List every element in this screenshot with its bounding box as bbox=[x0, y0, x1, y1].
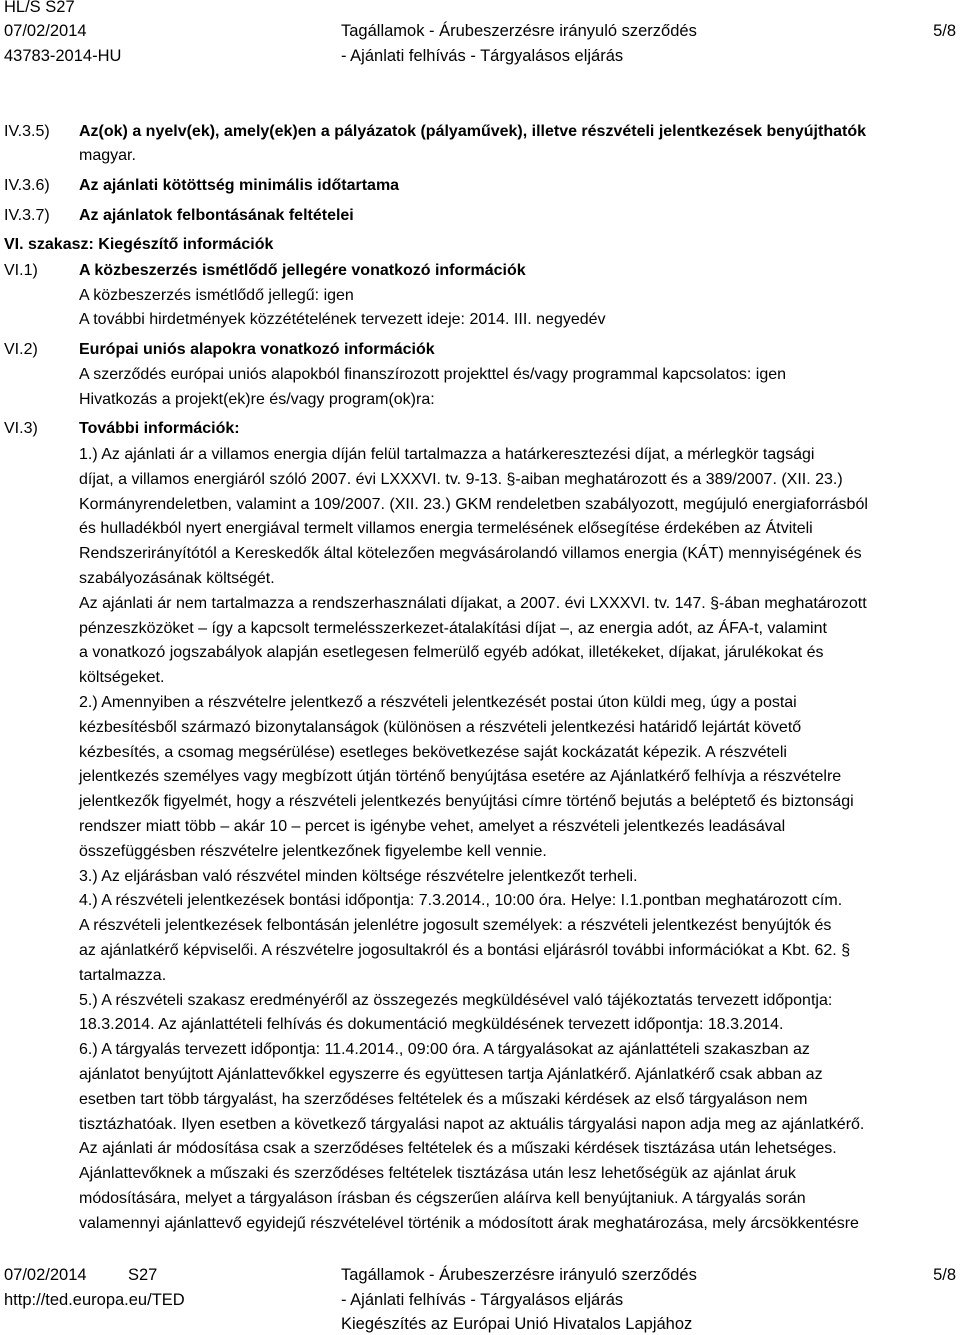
body-text-line: Ajánlattevőknek a műszaki és szerződéses feltételek tisztázása után lesz lehetőségük az ajánlat áruk bbox=[79, 1165, 796, 1183]
section-number-vi2: VI.2) bbox=[4, 341, 38, 358]
section-number-iv35: IV.3.5) bbox=[4, 123, 50, 140]
footer-title-line3: Kiegészítés az Európai Unió Hivatalos Lapjához bbox=[341, 1315, 693, 1333]
section-number-iv37: IV.3.7) bbox=[4, 207, 50, 224]
body-text-line: az ajánlatkérő képviselői. A részvételre jogosultakról és a bontási eljárásról további információkat a Kbt. 62. § bbox=[79, 942, 851, 959]
section-title-iv37: Az ajánlatok felbontásának feltételei bbox=[79, 207, 354, 224]
body-text-line: ajánlatot benyújtott Ajánlattevőkkel egyszerre és együttesen tartja Ajánlatkérő. Ajánlatkérő csak abban az bbox=[79, 1066, 823, 1083]
body-text-line: jelentkezők figyelmét, hogy a részvételi jelentkezés benyújtási címre történő bejutás a beléptető és biztonsági bbox=[79, 793, 854, 811]
section-number-vi3: VI.3) bbox=[4, 420, 38, 437]
footer-url[interactable]: http://ted.europa.eu/TED bbox=[4, 1291, 185, 1309]
body-text-line: a vonatkozó jogszabályok alapján esetlegesen felmerülő egyéb adókat, illetékeket, díjakat, járulékokat és bbox=[79, 644, 824, 662]
header-page: 5/8 bbox=[933, 22, 956, 40]
section-title-vi3: További információk: bbox=[79, 420, 240, 437]
section-line-vi1-1: A közbeszerzés ismétlődő jellegű: igen bbox=[79, 287, 354, 304]
body-text-line: 6.) A tárgyalás tervezett időpontja: 11.4.2014., 09:00 óra. A tárgyalásokat az ajánlattételi szakaszban az bbox=[79, 1041, 810, 1059]
body-text-line: 2.) Amennyiben a részvételre jelentkező a részvételi jelentkezését postai úton küldi meg, úgy a postai bbox=[79, 694, 797, 711]
footer-series: S27 bbox=[128, 1266, 158, 1284]
footer-page: 5/8 bbox=[933, 1266, 956, 1284]
body-text-line: Rendszerirányítótól a Kereskedők által kötelezően megvásárolandó villamos energia (KÁT) mennyiségének és bbox=[79, 545, 862, 563]
body-text-line: 18.3.2014. Az ajánlattételi felhívás és dokumentáció megküldésének tervezett időpontja: 18.3.2014. bbox=[79, 1016, 784, 1034]
body-text-line: és hulladékból nyert energiával termelt villamos energia termelésének elősegítése érdekében az Átviteli bbox=[79, 520, 813, 538]
section-title-vi2: Európai uniós alapokra vonatkozó információk bbox=[79, 341, 435, 358]
body-text-line: 5.) A részvételi szakasz eredményéről az összegezés megküldésével való tájékoztatás tervezett időpontja: bbox=[79, 991, 833, 1009]
header-date: 07/02/2014 bbox=[4, 22, 87, 40]
body-text-line: összefüggésben részvételre jelentkezőnek figyelembe kell vennie. bbox=[79, 842, 547, 860]
section-title-iv36: Az ajánlati kötöttség minimális időtartama bbox=[79, 177, 400, 194]
body-text-line: Az ajánlati ár nem tartalmazza a rendszerhasználati díjakat, a 2007. évi LXXXVI. tv. 147. §-ában meghatározott bbox=[79, 594, 867, 612]
body-text-line: kézbesítés, a csomag megsérülése) esetleges bekövetkezése saját kockázatát képezik. A részvételi bbox=[79, 743, 787, 761]
section-number-iv36: IV.3.6) bbox=[4, 177, 50, 194]
header-title-line1: Tagállamok - Árubeszerzésre irányuló szerződés bbox=[341, 22, 697, 40]
part-heading-vi: VI. szakasz: Kiegészítő információk bbox=[4, 236, 274, 253]
body-text-line: kézbesítésből származó bizonytalanságok (különösen a részvételi jelentkezési határidő lejártát követő bbox=[79, 718, 802, 736]
body-text-line: 4.) A részvételi jelentkezések bontási időpontja: 7.3.2014., 10:00 óra. Helye: I.1.pontban meghatározott cím. bbox=[79, 892, 843, 910]
body-text-line: 1.) Az ajánlati ár a villamos energia díján felül tartalmazza a határkeresztezési díjat, a mérlegkör tagsági bbox=[79, 446, 815, 463]
body-text-line: szabályozásának költségét. bbox=[79, 570, 275, 587]
body-text-line: tartalmazza. bbox=[79, 966, 167, 984]
body-text-line: rendszer miatt több – akár 10 – percet is igénybe vehet, amelyet a részvételi jelentkezés leadásával bbox=[79, 818, 786, 835]
footer-title-line1: Tagállamok - Árubeszerzésre irányuló szerződés bbox=[341, 1266, 697, 1284]
header-doc-id: 43783-2014-HU bbox=[4, 47, 122, 65]
body-text-line: valamennyi ajánlattevő egyidejű részvételével történik a módosított árak meghatározása, mely árcsökkentésre bbox=[79, 1214, 859, 1232]
body-text-line: esetben tart több tárgyalást, ha szerződéses feltételek és a műszaki kérdések az első tárgyaláson nem bbox=[79, 1090, 808, 1108]
footer-date: 07/02/2014 bbox=[4, 1266, 87, 1284]
body-text-line: módosítására, melyet a tárgyaláson írásban és cégszerűen aláírva kell benyújtaniuk. A tárgyalás során bbox=[79, 1190, 806, 1207]
body-text-line: jelentkezés személyes vagy megbízott útján történő benyújtása esetére az Ajánlatkérő felhívja a részvételre bbox=[79, 768, 842, 786]
section-title-iv35: Az(ok) a nyelv(ek), amely(ek)en a pályázatok (pályaművek), illetve részvételi jelentkezések benyújthatók bbox=[79, 123, 866, 140]
body-text-line: díjat, a villamos energiáról szóló 2007. évi LXXXVI. tv. 9-13. §-aiban meghatározott és a 389/2007. (XII. 23.) bbox=[79, 470, 843, 488]
body-text-line: pénzeszközöket – így a kapcsolt termelésszerkezet-átalakítási díjat –, az energia adót, az ÁFA-t, valamint bbox=[79, 619, 827, 637]
body-text-line: költségeket. bbox=[79, 669, 165, 687]
body-text-line: 3.) Az eljárásban való részvétel minden költsége részvételre jelentkezőt terheli. bbox=[79, 867, 638, 885]
footer-title-line2: - Ajánlati felhívás - Tárgyalásos eljárás bbox=[341, 1291, 624, 1309]
section-number-vi1: VI.1) bbox=[4, 262, 38, 279]
section-title-vi1: A közbeszerzés ismétlődő jellegére vonatkozó információk bbox=[79, 262, 526, 279]
section-line-vi2-2: Hivatkozás a projekt(ek)re és/vagy program(ok)ra: bbox=[79, 391, 435, 408]
body-text-line: Kormányrendeletben, valamint a 109/2007. (XII. 23.) GKM rendeletben szabályozott, megújuló energiaforrásból bbox=[79, 495, 868, 513]
body-text-line: tisztázhatóak. Ilyen esetben a következő tárgyalási napot az aktuális tárgyalási napon adja meg az ajánlatkérő. bbox=[79, 1115, 865, 1133]
section-line-vi2-1: A szerződés európai uniós alapokból finanszírozott projekttel és/vagy programmal kapcsolatos: igen bbox=[79, 366, 787, 383]
header-doc-code: HL/S S27 bbox=[4, 0, 75, 16]
section-line-vi1-2: A további hirdetmények közzétételének tervezett ideje: 2014. III. negyedév bbox=[79, 311, 606, 328]
body-text-line: Az ajánlati ár módosítása csak a szerződéses feltételek és a műszaki kérdések tisztázása után lehetséges. bbox=[79, 1140, 837, 1158]
header-title-line2: - Ajánlati felhívás - Tárgyalásos eljárás bbox=[341, 47, 624, 65]
section-value-iv35: magyar. bbox=[79, 147, 136, 164]
body-text-line: A részvételi jelentkezések felbontásán jelenlétre jogosult személyek: a részvételi jelentkezést benyújtók és bbox=[79, 917, 832, 935]
